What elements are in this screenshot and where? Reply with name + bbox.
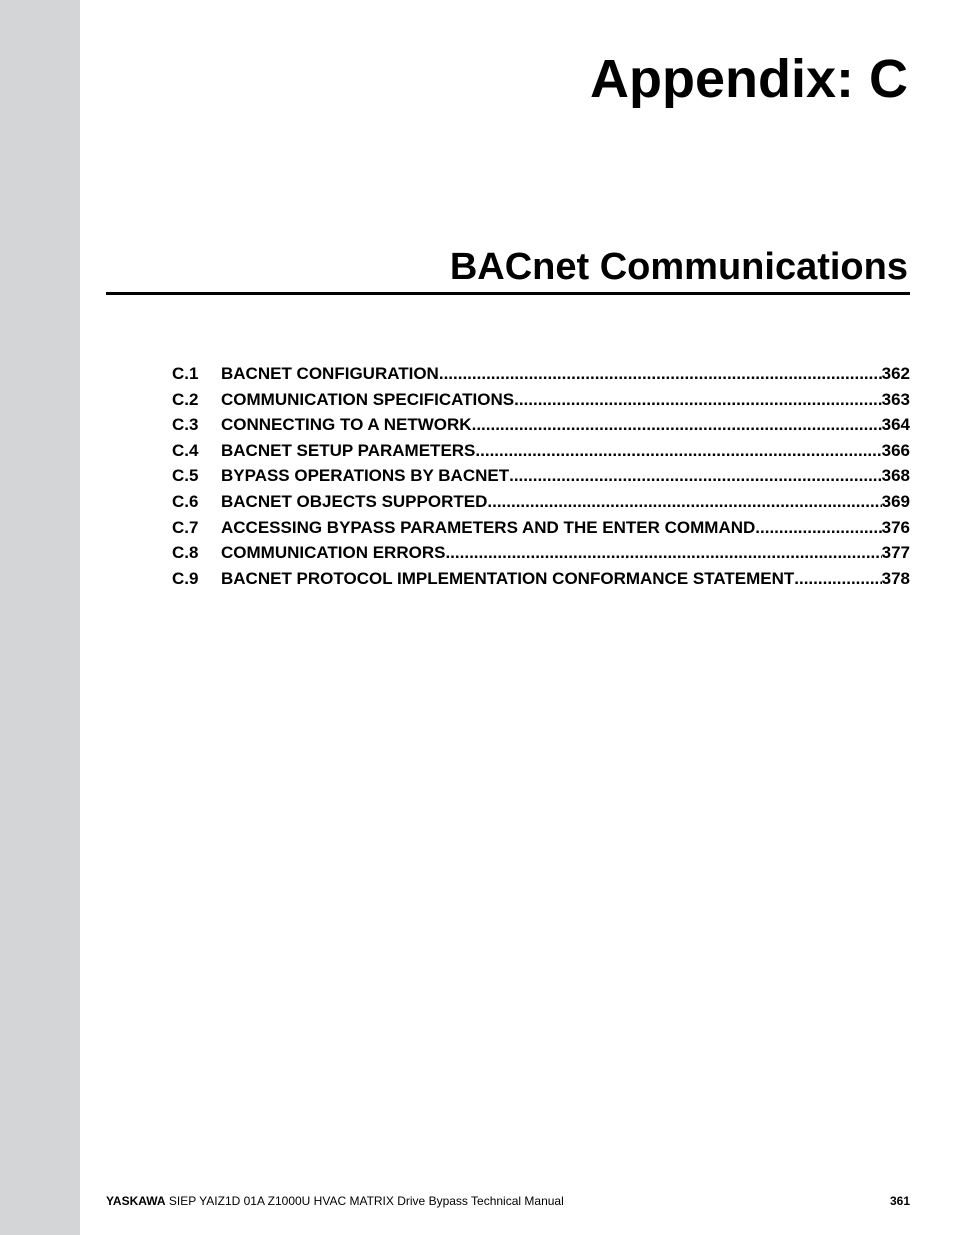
title-rule: [106, 292, 910, 295]
toc-leader: [509, 466, 882, 486]
footer-brand: YASKAWA: [106, 1194, 166, 1208]
toc-entry-c8[interactable]: [172, 543, 910, 569]
footer-page-number: 361: [889, 1194, 910, 1208]
toc-entry-c6[interactable]: [172, 492, 910, 518]
toc-entry-c5[interactable]: [172, 466, 910, 492]
toc-leader: [475, 441, 881, 461]
toc-page: 369: [881, 491, 910, 511]
toc-page: 366: [881, 440, 910, 460]
toc-leader: [794, 569, 881, 589]
toc-page: 362: [881, 364, 910, 383]
toc-page: 368: [881, 466, 910, 486]
toc-title: BACNET PROTOCOL IMPLEMENTATION CONFORMANCE STATEMENT: [221, 568, 795, 588]
toc-entry-c4[interactable]: [172, 441, 910, 467]
toc-leader: [487, 492, 881, 512]
footer-manual-title: SIEP YAIZ1D 01A Z1000U HVAC MATRIX Drive Bypass Technical Manual: [168, 1194, 564, 1208]
toc-number: C.7: [172, 517, 199, 537]
table-of-contents: [172, 364, 910, 594]
toc-number: C.1: [172, 364, 199, 383]
toc-leader: [445, 543, 881, 563]
chapter-title: BACnet Communications: [449, 246, 908, 288]
toc-leader: [472, 415, 882, 435]
toc-entry-c2[interactable]: [172, 390, 910, 416]
toc-leader: [514, 390, 882, 410]
toc-title: BACNET OBJECTS SUPPORTED: [221, 491, 488, 511]
toc-page: 363: [881, 389, 910, 409]
side-band: [0, 0, 80, 1235]
toc-number: C.9: [172, 568, 199, 588]
toc-title: CONNECTING TO A NETWORK: [221, 415, 472, 435]
toc-page: 376: [881, 517, 910, 537]
toc-leader: [439, 364, 882, 384]
toc-title: COMMUNICATION ERRORS: [221, 543, 446, 563]
toc-title: BACNET SETUP PARAMETERS: [221, 440, 476, 460]
footer-manual-info: [106, 1194, 564, 1208]
toc-number: C.4: [172, 440, 199, 460]
toc-leader: [755, 518, 881, 538]
toc-page: 377: [881, 543, 910, 563]
toc-entry-c7[interactable]: [172, 518, 910, 544]
toc-title: BACNET CONFIGURATION: [221, 364, 439, 383]
toc-entry-c3[interactable]: [172, 415, 910, 441]
toc-number: C.8: [172, 543, 199, 563]
toc-number: C.2: [172, 389, 199, 409]
toc-page: 378: [881, 568, 910, 588]
appendix-title: Appendix: C: [590, 49, 908, 109]
toc-title: ACCESSING BYPASS PARAMETERS AND THE ENTER COMMAND: [221, 517, 756, 537]
toc-number: C.5: [172, 466, 199, 486]
toc-entry-c1[interactable]: [172, 364, 910, 390]
toc-title: BYPASS OPERATIONS BY BACNET: [221, 466, 510, 486]
toc-number: C.6: [172, 491, 199, 511]
page-footer: [106, 1194, 910, 1210]
toc-page: 364: [881, 415, 910, 435]
toc-number: C.3: [172, 415, 199, 435]
toc-entry-c9[interactable]: [172, 569, 910, 595]
toc-title: COMMUNICATION SPECIFICATIONS: [221, 389, 515, 409]
